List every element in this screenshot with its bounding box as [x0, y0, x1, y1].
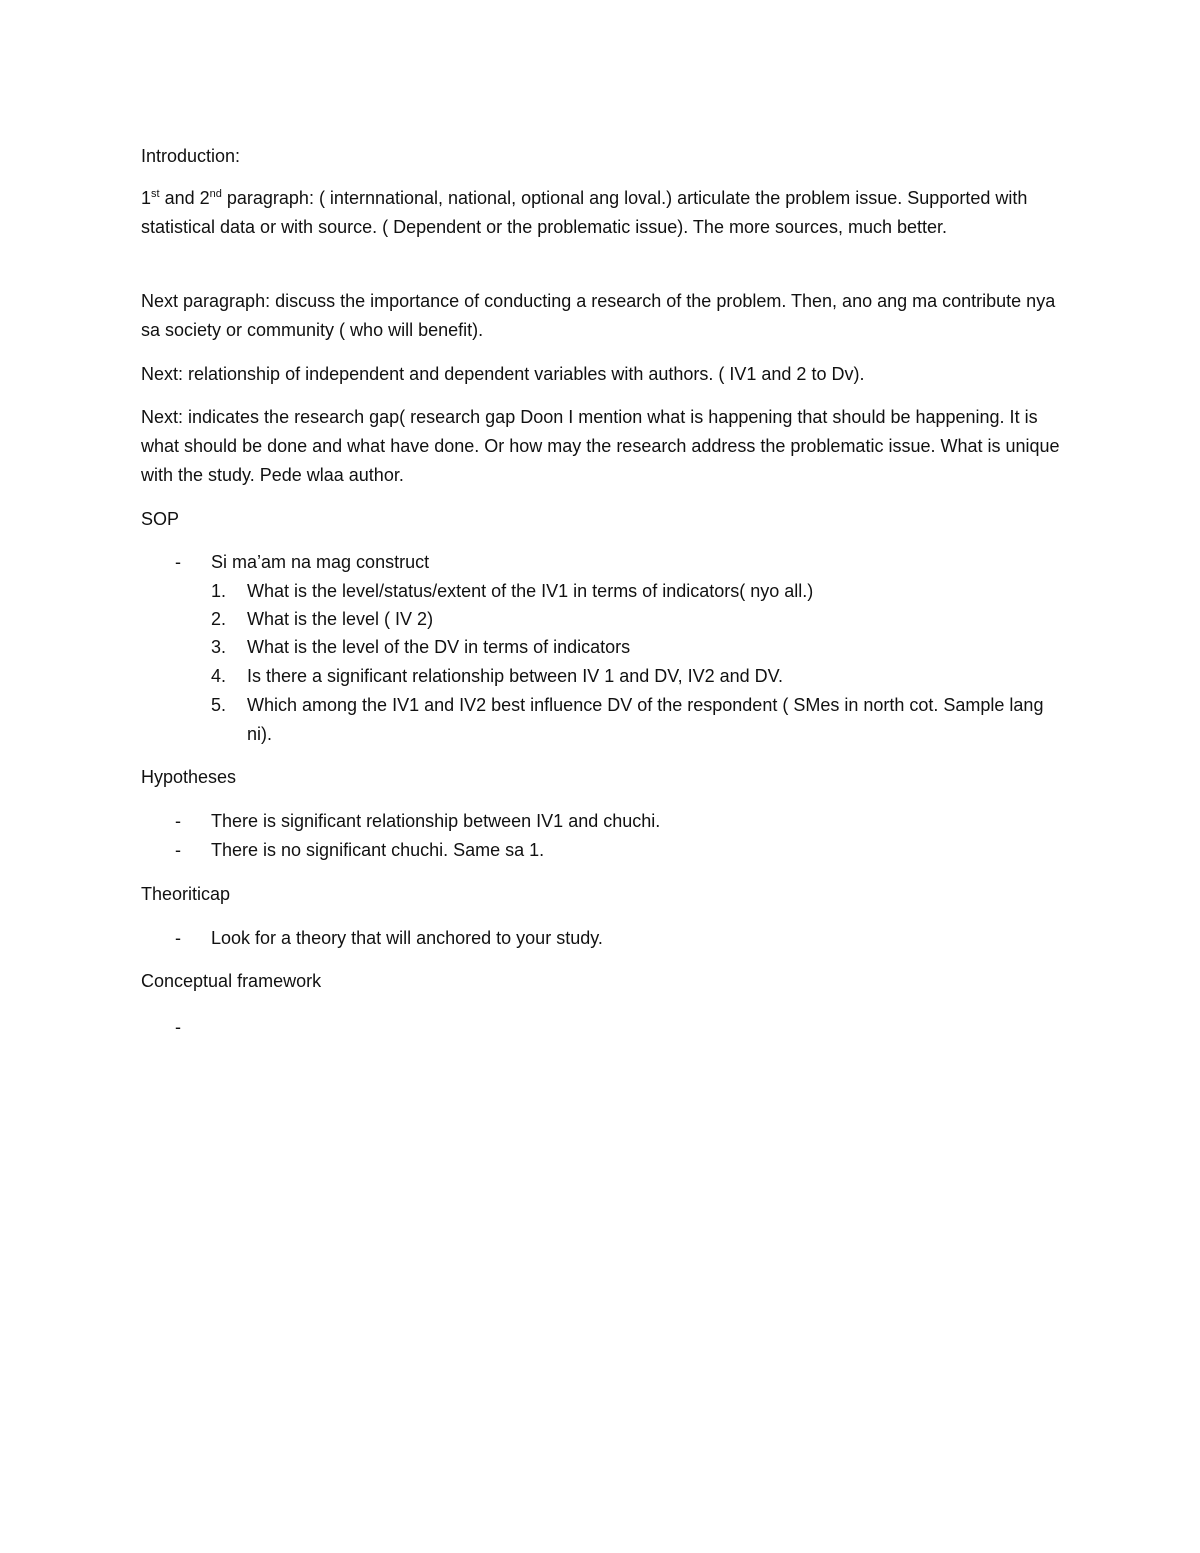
hypothesis-text: There is no significant chuchi. Same sa 1. — [211, 840, 545, 860]
theoretical-heading: Theoriticap — [141, 884, 231, 904]
sop-item-number: 1. — [211, 581, 227, 601]
sop-item-text: Which among the IV1 and IV2 best influence DV of the respondent ( SMes in north cot. Sample lang ni). — [247, 695, 1044, 744]
sop-item-number: 4. — [211, 666, 227, 686]
sop-item-text: Is there a significant relationship between IV 1 and DV, IV2 and DV. — [247, 666, 784, 686]
sop-item-number: 2. — [211, 609, 227, 629]
intro-paragraph-2: Next paragraph: discuss the importance of conducting a research of the problem. Then, ano ang ma contribute nya sa society or community ( who will benefit). — [141, 291, 1056, 340]
intro-paragraph-3: Next: relationship of independent and dependent variables with authors. ( IV1 and 2 to Dv). — [141, 364, 865, 384]
bullet-dash: - — [175, 840, 181, 860]
sop-bullet-text: Si ma’am na mag construct — [211, 552, 430, 572]
p1-and: and 2 — [159, 188, 210, 208]
intro-paragraph-4: Next: indicates the research gap( research gap Doon I mention what is happening that should be happening. It is what should be done and what have done. Or how may the research address the problematic issue. What is unique with the study. Pede wlaa author. — [141, 407, 1060, 485]
bullet-dash: - — [175, 928, 181, 948]
sop-item-number: 5. — [211, 695, 227, 715]
introduction-heading: Introduction: — [141, 146, 241, 166]
p1-superscript-nd: nd — [209, 188, 222, 200]
hypothesis-text: There is significant relationship between IV1 and chuchi. — [211, 811, 661, 831]
bullet-dash: - — [175, 1017, 181, 1037]
intro-paragraph-1 — [141, 184, 1061, 242]
p1-number: 1 — [141, 188, 152, 208]
bullet-dash: - — [175, 811, 181, 831]
hypotheses-heading: Hypotheses — [141, 767, 237, 787]
sop-item-text: What is the level of the DV in terms of indicators — [247, 637, 631, 657]
bullet-dash: - — [175, 552, 181, 572]
theoretical-text: Look for a theory that will anchored to your study. — [211, 928, 603, 948]
sop-item-number: 3. — [211, 637, 227, 657]
p1-text: paragraph: ( internnational, national, optional ang loval.) articulate the problem issue. Supported with statistical data or with source. ( Dependent or the problematic issue). The more sources, much better. — [141, 188, 1028, 237]
conceptual-framework-heading: Conceptual framework — [141, 971, 322, 991]
p1-superscript-st: st — [151, 188, 160, 200]
sop-item-text: What is the level/status/extent of the IV1 in terms of indicators( nyo all.) — [247, 581, 814, 601]
sop-item-text: What is the level ( IV 2) — [247, 609, 434, 629]
sop-heading: SOP — [141, 509, 180, 529]
